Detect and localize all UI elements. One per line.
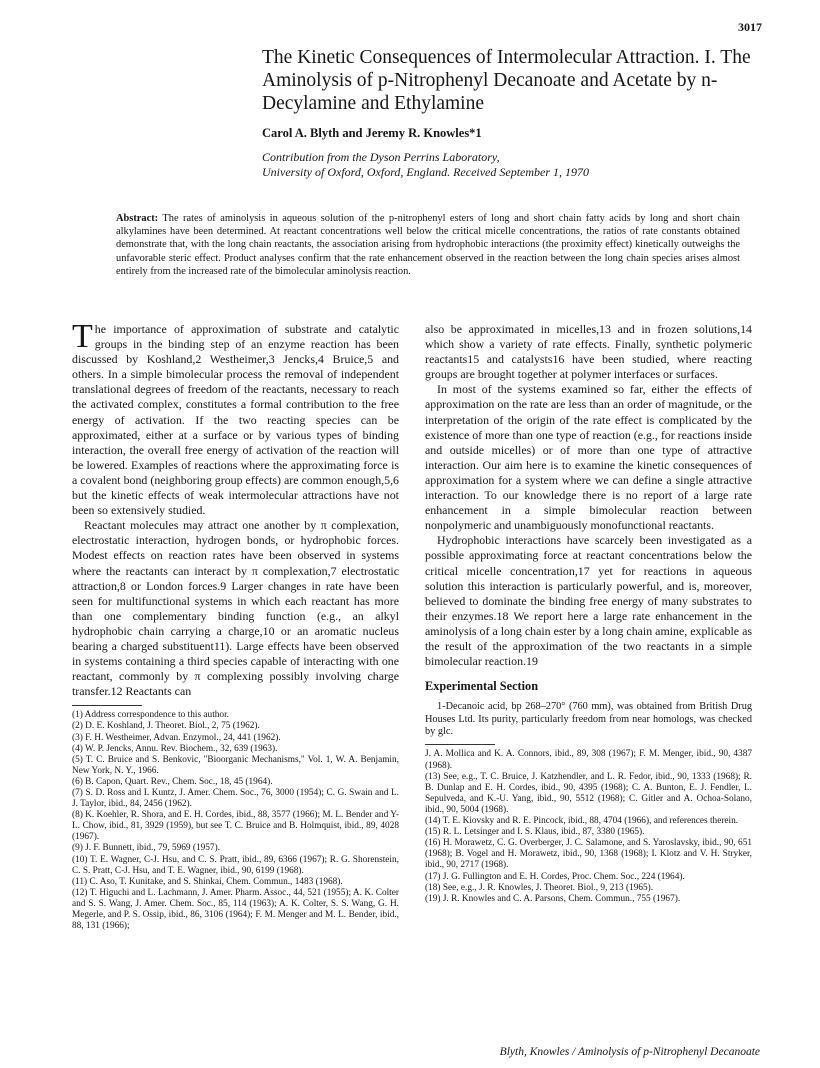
abstract-text: The rates of aminolysis in aqueous solution of the p-nitrophenyl esters of long and short chain fatty acids by long and short chain alkylamines have been determined. At reactant concentrations well below the critical micelle concentrations, the ratios of rate constants obtained demonstrate that, with the long chain reactants, the association arising from hydrophobic interactions (the proximity effect) kinetically outweighs the unfavorable steric effect. Product analyses confirm that the rate enhancement observed in the reaction between the long chain species arises almost entirely from the increased rate of the bimolecular aminolysis reaction. bbox=[116, 213, 740, 277]
footnote: (5) T. C. Bruice and S. Benkovic, "Bioorganic Mechanisms," Vol. 1, W. A. Benjamin, New York, N. Y., 1966. bbox=[72, 754, 399, 776]
intro-paragraph-4: In most of the systems examined so far, either the effects of approximation on the rate are less than an order of magnitude, or the interpretation of the origin of the rate effect is complicated by the existence of more than one type of reaction (e.g., for reactions inside and outside micelles) or of more than one type of attractive interaction. Our aim here is to examine the kinetic consequences of approximation for a system where we can define a single attractive interaction. To our knowledge there is no report of a large rate enhancement in a simple bimolecular reaction between nonpolymeric and unambiguously monofunctional reactants. bbox=[425, 382, 752, 533]
experimental-text: 1-Decanoic acid, bp 268–270° (760 mm), was obtained from British Drug Houses Ltd. Its purity, particularly freedom from near homologs, was checked by glc. bbox=[425, 701, 752, 738]
footnote-rule bbox=[72, 705, 142, 706]
intro-paragraph-1-text: he importance of approximation of substrate and catalytic groups in the binding step of an enzyme reaction has been discussed by Koshland,2 Westheimer,3 Jencks,4 Bruice,5 and others. In a simple bimolecular process the removal of independent translational degrees of freedom of the reactants, necessary to reach the activated complex, constitutes a formal contribution to the free energy of activation. If the two reacting species can be approximated, either at a surface or by various types of binding interaction, the overall free energy of activation of the reaction will be lowered. Examples of reactions where the approximating force is a covalent bond (neighboring group effects) are common enough,5,6 but the kinetic effects of weak intermolecular attractions have not been so extensively studied. bbox=[72, 322, 399, 518]
page-number: 3017 bbox=[738, 20, 762, 34]
footnote: (14) T. E. Kiovsky and R. E. Pincock, ibid., 88, 4704 (1966), and references therein. bbox=[425, 816, 739, 827]
footnote: (19) J. R. Knowles and C. A. Parsons, Chem. Commun., 755 (1967). bbox=[425, 893, 681, 904]
intro-paragraph-3: also be approximated in micelles,13 and in frozen solutions,14 which show a variety of rate effects. Finally, synthetic polymeric reactants15 and catalysts16 have been studied, where reacting groups are brought together at polymer interfaces or surfaces. bbox=[425, 322, 752, 382]
section-heading: Experimental Section bbox=[425, 679, 539, 694]
footnote: (9) J. F. Bunnett, ibid., 79, 5969 (1957). bbox=[72, 843, 221, 854]
intro-paragraph-5: Hydrophobic interactions have scarcely been investigated as a possible approximating force at reactant concentrations below the critical micelle concentration,17 yet for reactions in aqueous solution this interaction is particularly powerful, and is, moreover, believed to dominate the binding free energy of many substrates to their enzymes.18 We report here a large rate enhancement in the aminolysis of a long chain ester by a long chain amine, explicable as the result of the approximation of the two reactants in a simple bimolecular reaction.19 bbox=[425, 533, 752, 669]
footnote: (3) F. H. Westheimer, Advan. Enzymol., 24, 441 (1962). bbox=[72, 732, 281, 743]
footnote: (2) D. E. Koshland, J. Theoret. Biol., 2, 75 (1962). bbox=[72, 721, 260, 732]
footnote: J. A. Mollica and K. A. Connors, ibid., 89, 308 (1967); F. M. Menger, ibid., 90, 4387 (1968). bbox=[425, 749, 752, 771]
drop-cap: T bbox=[72, 318, 93, 355]
footnote: (6) B. Capon, Quart. Rev., Chem. Soc., 18, 45 (1964). bbox=[72, 776, 273, 787]
footnote: (1) Address correspondence to this author. bbox=[72, 710, 229, 721]
left-column bbox=[72, 318, 399, 932]
authors: Carol A. Blyth and Jeremy R. Knowles*1 bbox=[262, 126, 482, 140]
footnote: (8) K. Koehler, R. Shora, and E. H. Cordes, ibid., 88, 3577 (1966); M. L. Bender and Y-L. Chow, ibid., 81, 3929 (1959), but see T. C. Bruice and B. Holmquist, ibid., 89, 4028 (1967). bbox=[72, 810, 399, 843]
footnote: (7) S. D. Ross and I. Kuntz, J. Amer. Chem. Soc., 76, 3000 (1954); C. G. Swain and L. J. Taylor, ibid., 84, 2456 (1962). bbox=[72, 788, 399, 810]
footnote: (17) J. G. Fullington and E. H. Cordes, Proc. Chem. Soc., 224 (1964). bbox=[425, 871, 685, 882]
footnote: (18) See, e.g., J. R. Knowles, J. Theoret. Biol., 9, 213 (1965). bbox=[425, 882, 654, 893]
footnote: (12) T. Higuchi and L. Lachmann, J. Amer. Pharm. Assoc., 44, 521 (1955); A. K. Colter and S. S. Wang, J. Amer. Chem. Soc., 85, 114 (1963); A. K. Colter, S. S. Wang, G. H. Megerle, and P. S. Ossip, ibid., 86, 3106 (1964); F. M. Menger and M. L. Bender, ibid., 88, 131 (1966); bbox=[72, 887, 399, 932]
intro-paragraph-1 bbox=[72, 318, 399, 518]
footnote: (10) T. E. Wagner, C-J. Hsu, and C. S. Pratt, ibid., 89, 6366 (1967); R. G. Shorenstein, C. S. Pratt, C-J. Hsu, and T. E. Wagner, ibid., 90, 6199 (1968). bbox=[72, 854, 399, 876]
footnote: (4) W. P. Jencks, Annu. Rev. Biochem., 32, 639 (1963). bbox=[72, 743, 278, 754]
footnote: (16) H. Morawetz, C. G. Overberger, J. C. Salamone, and S. Yaroslavsky, ibid., 90, 651 (1968); B. Vogel and H. Morawetz, ibid., 90, 1368 (1968); I. Klotz and V. H. Stryker, ibid., 90, 2717 (1968). bbox=[425, 838, 752, 871]
intro-paragraph-2: Reactant molecules may attract one another by π complexation, electrostatic interaction, hydrogen bonds, or hydrophobic forces. Modest effects on reaction rates have been observed in systems where the reactants can interact by π complexation,7 electrostatic attraction,8 or London forces.9 Larger changes in rate have been seen for multifunctional systems in which each reactant has more than one complementary binding function (e.g., an alkyl hydrophobic chain carrying a charge,10 or an aromatic nucleus bearing a charged substituent11). Large effects have been observed in systems containing a third species capable of interacting with one reactant, commonly by π complexing possibly involving charge transfer.12 Reactants can bbox=[72, 518, 399, 699]
affiliation-line-2: University of Oxford, Oxford, England. Received September 1, 1970 bbox=[262, 165, 590, 179]
left-footnotes bbox=[72, 710, 399, 932]
abstract-label: Abstract: bbox=[116, 213, 159, 224]
affiliation-line-1: Contribution from the Dyson Perrins Laboratory, bbox=[262, 150, 500, 164]
right-footnotes bbox=[425, 749, 752, 904]
article-title: The Kinetic Consequences of Intermolecular Attraction. I. The Aminolysis of p-Nitrophenyl Decanoate and Acetate by n-Decylamine and Ethylamine bbox=[262, 47, 751, 114]
footnote-rule bbox=[425, 744, 495, 745]
affiliation bbox=[262, 150, 589, 180]
running-footer: Blyth, Knowles / Aminolysis of p-Nitrophenyl Decanoate bbox=[499, 1046, 760, 1058]
footnote: (15) R. L. Letsinger and I. S. Klaus, ibid., 87, 3380 (1965). bbox=[425, 827, 645, 838]
abstract bbox=[116, 212, 740, 278]
footnote: (11) C. Aso, T. Kunitake, and S. Shinkai, Chem. Commun., 1483 (1968). bbox=[72, 876, 343, 887]
right-column bbox=[425, 322, 752, 905]
footnote: (13) See, e.g., T. C. Bruice, J. Katzhendler, and L. R. Fedor, ibid., 90, 1333 (1968); R. B. Dunlap and E. H. Cordes, ibid., 90, 4395 (1968); C. A. Bunton, E. J. Fendler, L. Sepulveda, and K.-U. Yang, ibid., 90, 5512 (1968); C. Gitler and A. Ochoa-Solano, ibid., 90, 5004 (1968). bbox=[425, 771, 752, 815]
